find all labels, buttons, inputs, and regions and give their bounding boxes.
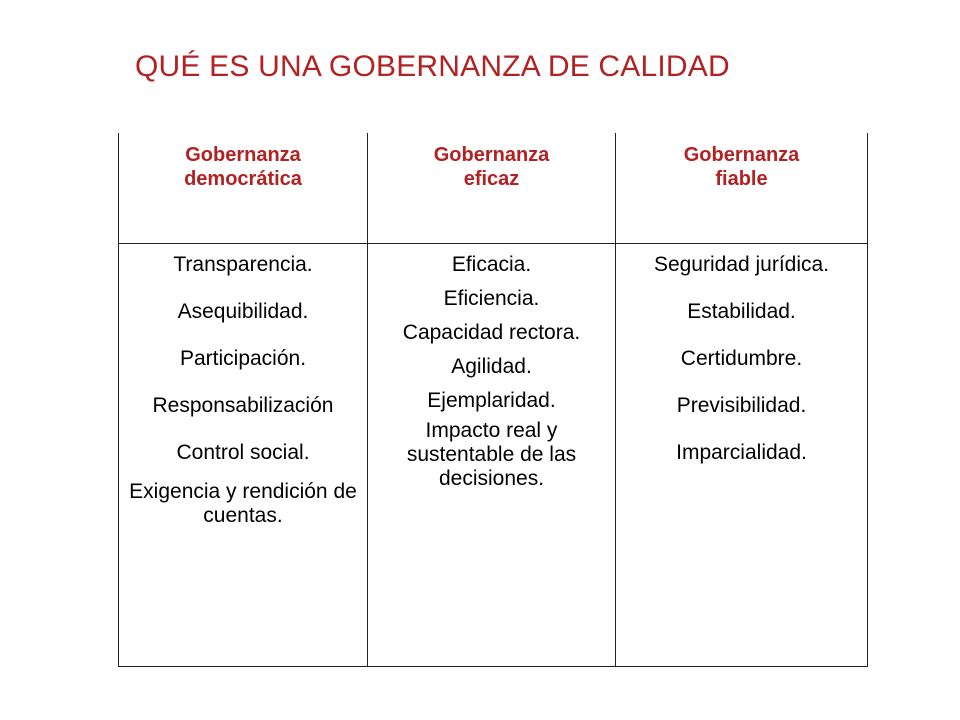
list-item: Capacidad rectora.: [402, 321, 581, 344]
attribute-list: [368, 253, 615, 501]
list-item: Transparencia.: [173, 253, 313, 276]
list-item: Control social.: [176, 441, 310, 464]
list-item: Agilidad.: [451, 355, 532, 378]
column-header-line: eficaz: [463, 168, 520, 190]
column-effective: [368, 133, 615, 666]
column-header-line: democrática: [184, 168, 302, 190]
list-item: Eficiencia.: [443, 287, 540, 310]
column-header-line: Gobernanza: [683, 144, 800, 166]
list-item: Seguridad jurídica.: [653, 253, 830, 276]
list-item: Participación.: [179, 347, 307, 370]
attribute-list: [119, 253, 367, 551]
list-item: Asequibilidad.: [177, 300, 309, 323]
list-item: Certidumbre.: [680, 347, 803, 370]
list-item: Responsabilización: [152, 394, 334, 417]
list-item: Estabilidad.: [687, 300, 796, 323]
column-header-line: Gobernanza: [185, 144, 301, 166]
attribute-list: [616, 253, 867, 488]
column-reliable: [616, 133, 867, 666]
column-democratic: [119, 133, 367, 666]
list-item: Ejemplaridad.: [427, 389, 556, 412]
list-item: Eficacia.: [451, 253, 532, 276]
list-item: Imparcialidad.: [676, 441, 807, 464]
list-item: Impacto real y sustentable de las decisiones.: [406, 419, 577, 490]
governance-table: [118, 133, 868, 667]
list-item: Exigencia y rendición de cuentas.: [129, 480, 357, 527]
slide-title: QUÉ ES UNA GOBERNANZA DE CALIDAD: [135, 50, 730, 83]
list-item: Previsibilidad.: [676, 394, 807, 417]
column-header: [368, 143, 615, 191]
column-header-line: fiable: [715, 168, 768, 190]
column-header-line: Gobernanza: [433, 144, 550, 166]
column-header: [119, 143, 367, 191]
column-header: [616, 143, 867, 191]
